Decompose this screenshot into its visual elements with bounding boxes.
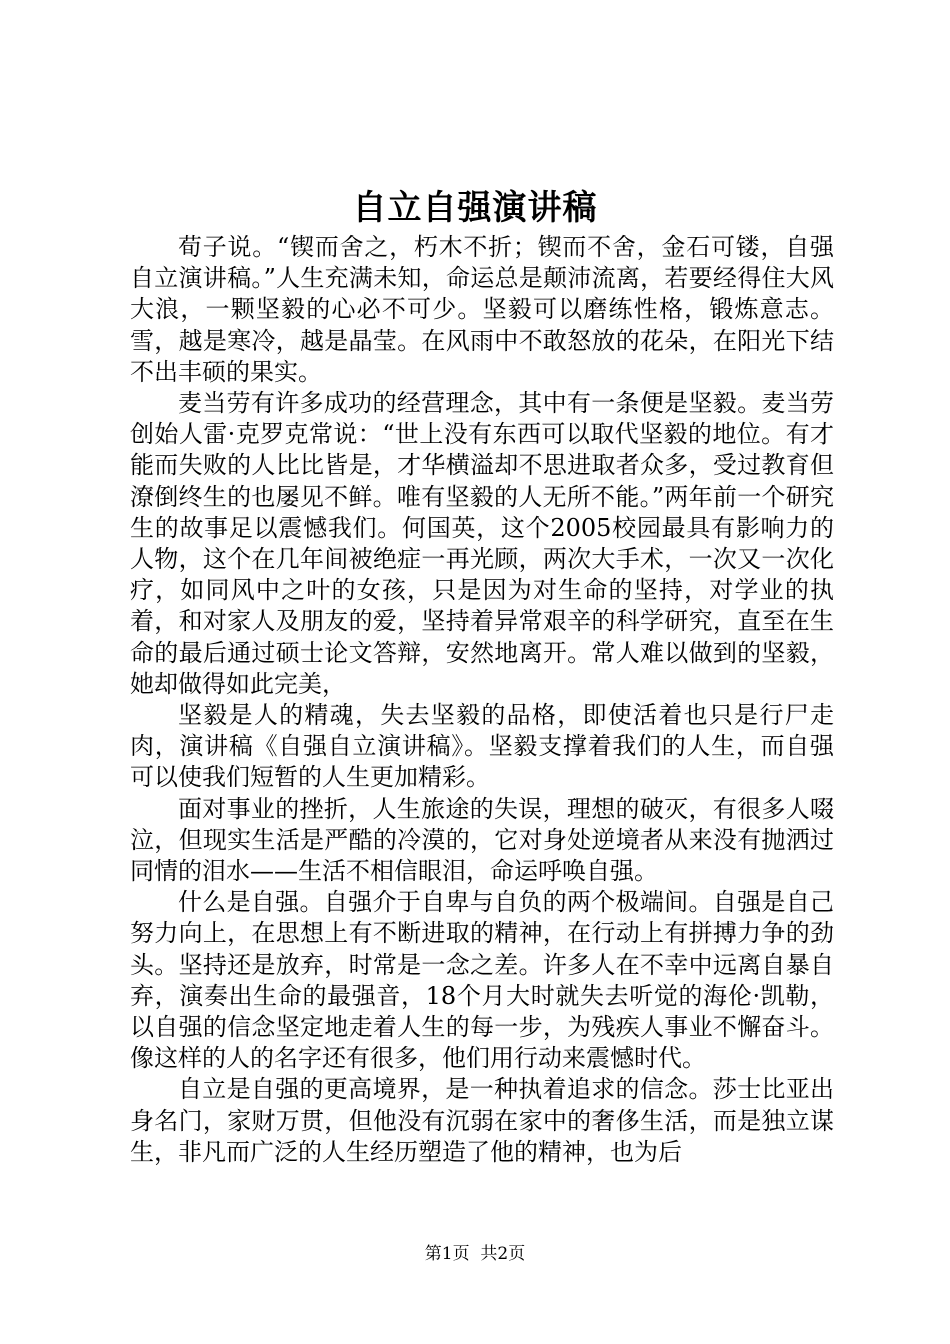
- paragraph-2: 麦当劳有许多成功的经营理念，其中有一条便是坚毅。麦当劳创始人雷·克罗克常说：“世上没有东西可以取代坚毅的地位。有才能而失败的人比比皆是，才华横溢却不思进取者众多，受过教育但潦倒终生的也屡见不鲜。唯有坚毅的人无所不能。”两年前一个研究生的故事足以震憾我们。何国英，这个2005校园最具有影响力的人物，这个在几年间被绝症一再光顾，两次大手术，一次又一次化疗，如同风中之叶的女孩，只是因为对生命的坚持，对学业的执着，和对家人及朋友的爱，坚持着异常艰辛的科学研究，直至在生命的最后通过硕士论文答辩，安然地离开。常人难以做到的坚毅，她却做得如此完美，: [130, 389, 834, 698]
- document-body: [130, 232, 834, 1168]
- paragraph-1: 荀子说。“锲而舍之，朽木不折；锲而不舍，金石可镂，自强自立演讲稿。”人生充满未知，命运总是颠沛流离，若要经得住大风大浪，一颗坚毅的心必不可少。坚毅可以磨练性格，锻炼意志。雪，越是寒冷，越是晶莹。在风雨中不敢怒放的花朵，在阳光下结不出丰硕的果实。: [130, 233, 834, 386]
- page-footer: [0, 1242, 950, 1266]
- paragraph-3: 坚毅是人的精魂，失去坚毅的品格，即使活着也只是行尸走肉，演讲稿《自强自立演讲稿》。坚毅支撑着我们的人生，而自强可以使我们短暂的人生更加精彩。: [130, 701, 834, 792]
- paragraph-4: 面对事业的挫折，人生旅途的失误，理想的破灭，有很多人啜泣，但现实生活是严酷的冷漠的，它对身处逆境者从来没有抛洒过同情的泪水——生活不相信眼泪，命运呼唤自强。: [130, 794, 834, 886]
- page-number: 第1页 共2页: [424, 1244, 526, 1264]
- paragraph-6: 自立是自强的更高境界，是一种执着追求的信念。莎士比亚出身名门，家财万贯，但他没有沉弱在家中的奢侈生活，而是独立谋生，非凡而广泛的人生经历塑造了他的精神，也为后: [130, 1075, 834, 1166]
- paragraph-5: 什么是自强。自强介于自卑与自负的两个极端间。自强是自己努力向上，在思想上有不断进取的精神，在行动上有拼搏力争的劲头。坚持还是放弃，时常是一念之差。许多人在不幸中远离自暴自弃，演奏出生命的最强音，18个月大时就失去听觉的海伦·凯勒，以自强的信念坚定地走着人生的每一步，为残疾人事业不懈奋斗。像这样的人的名字还有很多，他们用行动来震憾时代。: [130, 888, 834, 1073]
- document-title: 自立自强演讲稿: [352, 188, 598, 228]
